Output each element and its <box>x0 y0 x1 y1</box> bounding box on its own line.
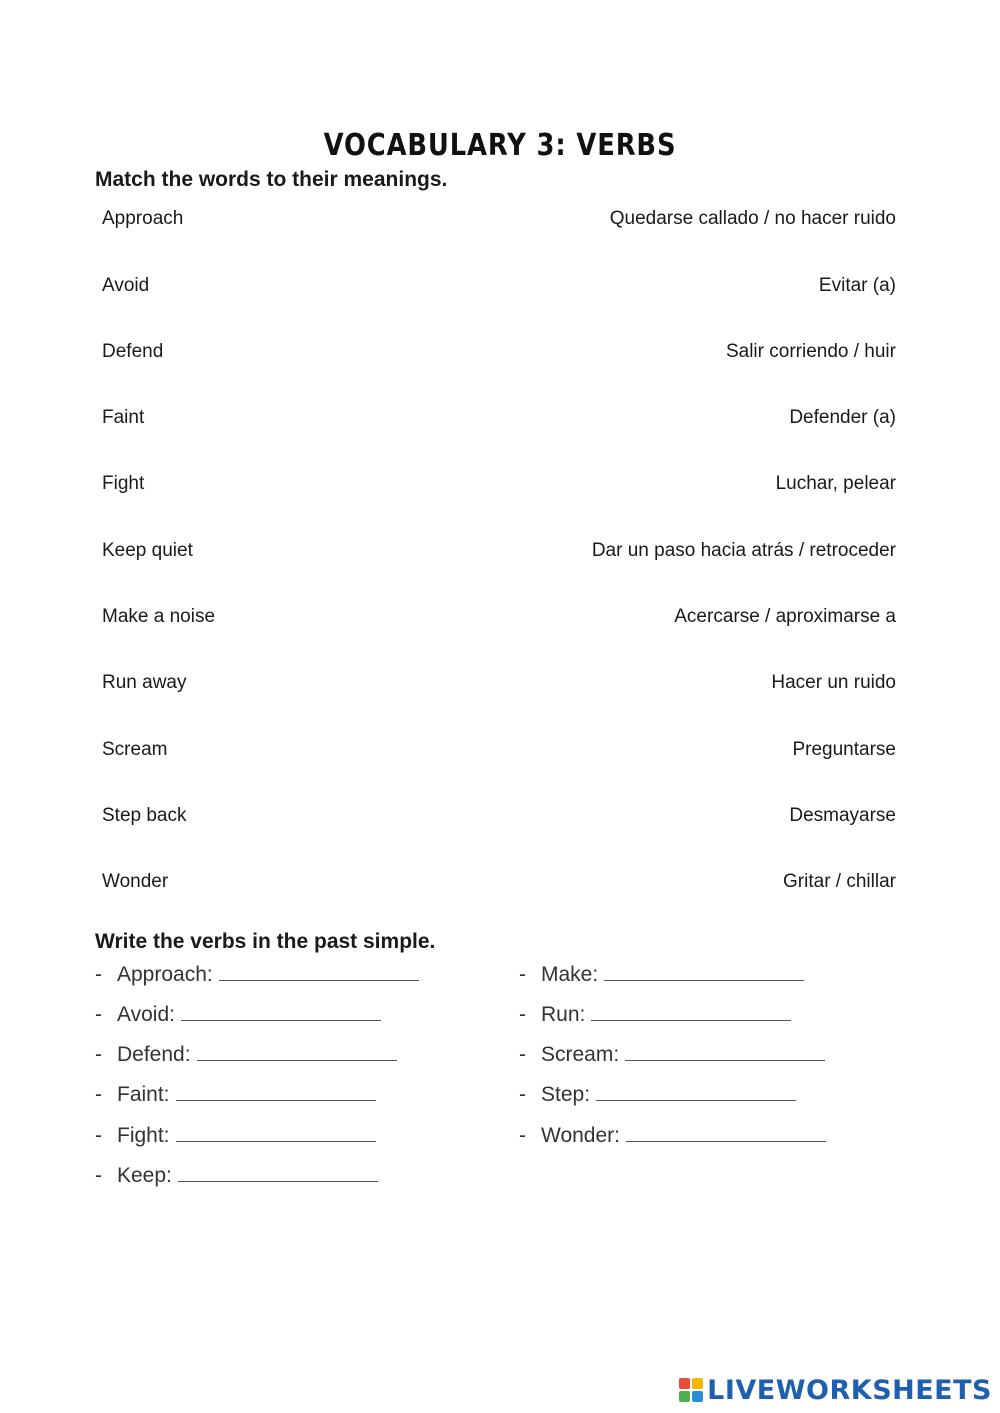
bullet-dash: - <box>95 1124 102 1147</box>
logo-square <box>679 1378 690 1389</box>
match-row <box>102 473 896 499</box>
bullet-dash: - <box>95 963 102 986</box>
bullet-dash: - <box>95 1043 102 1066</box>
english-verb[interactable]: Fight <box>102 473 145 494</box>
liveworksheets-logo <box>679 1373 992 1407</box>
past-simple-item <box>519 962 804 987</box>
english-verb[interactable]: Wonder <box>102 871 169 892</box>
english-verb[interactable]: Keep quiet <box>102 540 193 561</box>
english-verb[interactable]: Step back <box>102 805 187 826</box>
past-simple-item <box>95 962 419 987</box>
answer-blank[interactable] <box>596 1082 796 1101</box>
spanish-meaning[interactable]: Quedarse callado / no hacer ruido <box>609 208 896 229</box>
past-simple-item <box>519 1082 796 1107</box>
bullet-dash: - <box>519 1124 526 1147</box>
bullet-dash: - <box>95 1083 102 1106</box>
section-heading-match: Match the words to their meanings. <box>95 168 448 191</box>
past-simple-item <box>95 1042 397 1067</box>
answer-blank[interactable] <box>197 1042 397 1061</box>
answer-blank[interactable] <box>176 1123 376 1142</box>
match-row <box>102 606 896 632</box>
match-row <box>102 540 896 566</box>
logo-icon <box>679 1378 703 1402</box>
verb-label: Keep: <box>117 1164 172 1187</box>
english-verb[interactable]: Avoid <box>102 275 150 296</box>
answer-blank[interactable] <box>626 1123 826 1142</box>
spanish-meaning[interactable]: Luchar, pelear <box>775 473 896 494</box>
past-simple-item <box>95 1082 376 1107</box>
logo-text: LIVEWORKSHEETS <box>707 1374 992 1406</box>
spanish-meaning[interactable]: Hacer un ruido <box>771 672 896 693</box>
bullet-dash: - <box>95 1164 102 1187</box>
logo-square <box>692 1391 703 1402</box>
spanish-meaning[interactable]: Salir corriendo / huir <box>725 341 896 362</box>
logo-square <box>692 1378 703 1389</box>
verb-label: Avoid: <box>117 1003 175 1026</box>
spanish-meaning[interactable]: Preguntarse <box>792 739 896 760</box>
english-verb[interactable]: Scream <box>102 739 168 760</box>
bullet-dash: - <box>95 1003 102 1026</box>
past-simple-item <box>95 1123 376 1148</box>
match-row <box>102 275 896 301</box>
spanish-meaning[interactable]: Desmayarse <box>789 805 896 826</box>
spanish-meaning[interactable]: Acercarse / aproximarse a <box>674 606 896 627</box>
spanish-meaning[interactable]: Evitar (a) <box>818 275 896 296</box>
verb-label: Run: <box>541 1003 586 1026</box>
bullet-dash: - <box>519 1083 526 1106</box>
verb-label: Faint: <box>117 1083 170 1106</box>
spanish-meaning[interactable]: Defender (a) <box>789 407 896 428</box>
logo-square <box>679 1391 690 1402</box>
bullet-dash: - <box>519 1003 526 1026</box>
past-simple-item <box>519 1002 791 1027</box>
past-simple-item <box>519 1042 825 1067</box>
match-row <box>102 805 896 831</box>
match-row <box>102 672 896 698</box>
answer-blank[interactable] <box>178 1163 378 1182</box>
verb-label: Make: <box>541 963 599 986</box>
english-verb[interactable]: Approach <box>102 208 184 229</box>
verb-label: Step: <box>541 1083 591 1106</box>
spanish-meaning[interactable]: Dar un paso hacia atrás / retroceder <box>591 540 896 561</box>
match-row <box>102 208 896 234</box>
match-row <box>102 871 896 897</box>
verb-label: Defend: <box>117 1043 191 1066</box>
english-verb[interactable]: Faint <box>102 407 145 428</box>
answer-blank[interactable] <box>219 962 419 981</box>
verb-label: Approach: <box>117 963 213 986</box>
section-heading-past: Write the verbs in the past simple. <box>95 930 436 953</box>
spanish-meaning[interactable]: Gritar / chillar <box>783 871 896 892</box>
answer-blank[interactable] <box>176 1082 376 1101</box>
page-title: VOCABULARY 3: VERBS <box>323 128 677 163</box>
match-row <box>102 341 896 367</box>
answer-blank[interactable] <box>181 1002 381 1021</box>
answer-blank[interactable] <box>625 1042 825 1061</box>
bullet-dash: - <box>519 1043 526 1066</box>
answer-blank[interactable] <box>604 962 804 981</box>
past-simple-item <box>519 1123 826 1148</box>
past-simple-item <box>95 1163 378 1188</box>
past-simple-item <box>95 1002 381 1027</box>
verb-label: Scream: <box>541 1043 620 1066</box>
verb-label: Fight: <box>117 1124 170 1147</box>
answer-blank[interactable] <box>591 1002 791 1021</box>
english-verb[interactable]: Defend <box>102 341 164 362</box>
match-row <box>102 407 896 433</box>
verb-label: Wonder: <box>541 1124 620 1147</box>
bullet-dash: - <box>519 963 526 986</box>
english-verb[interactable]: Run away <box>102 672 187 693</box>
match-row <box>102 739 896 765</box>
english-verb[interactable]: Make a noise <box>102 606 216 627</box>
